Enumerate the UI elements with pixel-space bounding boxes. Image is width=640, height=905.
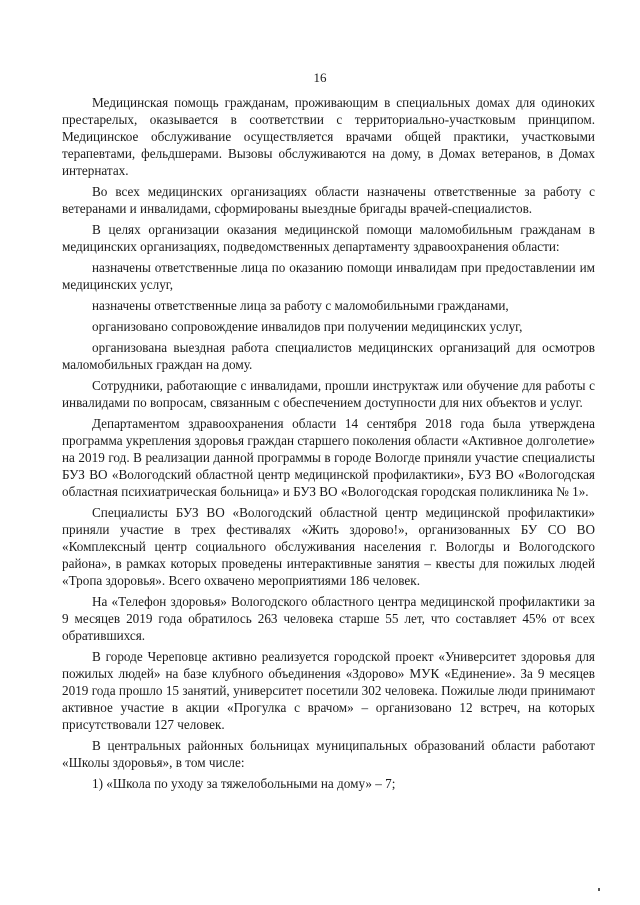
- list-item: назначены ответственные лица по оказанию помощи инвалидам при предоставлении им медицинских услуг,: [62, 260, 595, 292]
- paragraph: В городе Череповце активно реализуется городской проект «Университет здоровья для пожилых людей» на базе клубного объединения «Здорово» МУК «Единение». За 9 месяцев 2019 года прошло 15 занятий, университет посетили 302 человека. Пожилые люди принимают активное участие в акции «Прогулка с врачом» – организовано 12 встреч, на которых присутствовали 127 человек.: [62, 649, 595, 732]
- list-item: организована выездная работа специалистов медицинских организаций для осмотров маломобильных граждан на дому.: [62, 340, 595, 372]
- paragraph: В центральных районных больницах муниципальных образований области работают «Школы здоровья», в том числе:: [62, 738, 595, 770]
- list-item: 1) «Школа по уходу за тяжелобольными на дому» – 7;: [92, 776, 396, 791]
- paragraph: Во всех медицинских организациях области назначены ответственные за работу с ветеранами и инвалидами, сформированы выездные бригады врачей-специалистов.: [62, 184, 595, 216]
- list-item: организовано сопровождение инвалидов при получении медицинских услуг,: [92, 319, 523, 334]
- paragraph: Департаментом здравоохранения области 14 сентября 2018 года была утверждена программа укрепления здоровья граждан старшего поколения области «Активное долголетие» на 2019 год. В реализации данной программы в городе Вологде приняли участие специалисты БУЗ ВО «Вологодский областной центр медицинской профилактики», БУЗ ВО «Вологодская областная психиатрическая больница» и БУЗ ВО «Вологодская городская поликлиника № 1».: [62, 416, 595, 499]
- paragraph: В целях организации оказания медицинской помощи маломобильным гражданам в медицинских организациях, подведомственных департаменту здравоохранения области:: [62, 222, 595, 254]
- paragraph: Специалисты БУЗ ВО «Вологодский областной центр медицинской профилактики» приняли участие в трех фестивалях «Жить здорово!», организованных БУ СО ВО «Комплексный центр социального обслуживания населения г. Вологды и Вологодского района», в рамках которых проведены интерактивные занятия – квесты для пожилых людей «Тропа здоровья». Всего охвачено мероприятиями 186 человек.: [62, 505, 595, 588]
- page-number: 16: [313, 70, 327, 85]
- list-item: назначены ответственные лица за работу с маломобильными гражданами,: [92, 298, 509, 313]
- paragraph: Сотрудники, работающие с инвалидами, прошли инструктаж или обучение для работы с инвалидами по вопросам, связанным с обеспечением доступности для них объектов и услуг.: [62, 378, 595, 410]
- paragraph: На «Телефон здоровья» Вологодского областного центра медицинской профилактики за 9 месяцев 2019 года обратилось 263 человека старше 55 лет, что составляет 45% от всех обратившихся.: [62, 594, 595, 643]
- scan-speck: [598, 888, 600, 891]
- body-text: [62, 94, 595, 796]
- paragraph: Медицинская помощь гражданам, проживающим в специальных домах для одиноких престарелых, оказывается в соответствии с территориально-участковым принципом. Медицинское обслуживание осуществляется врачами общей практики, участковыми терапевтами, фельдшерами. Вызовы обслуживаются на дому, в Домах ветеранов, в Домах интернатах.: [62, 95, 595, 178]
